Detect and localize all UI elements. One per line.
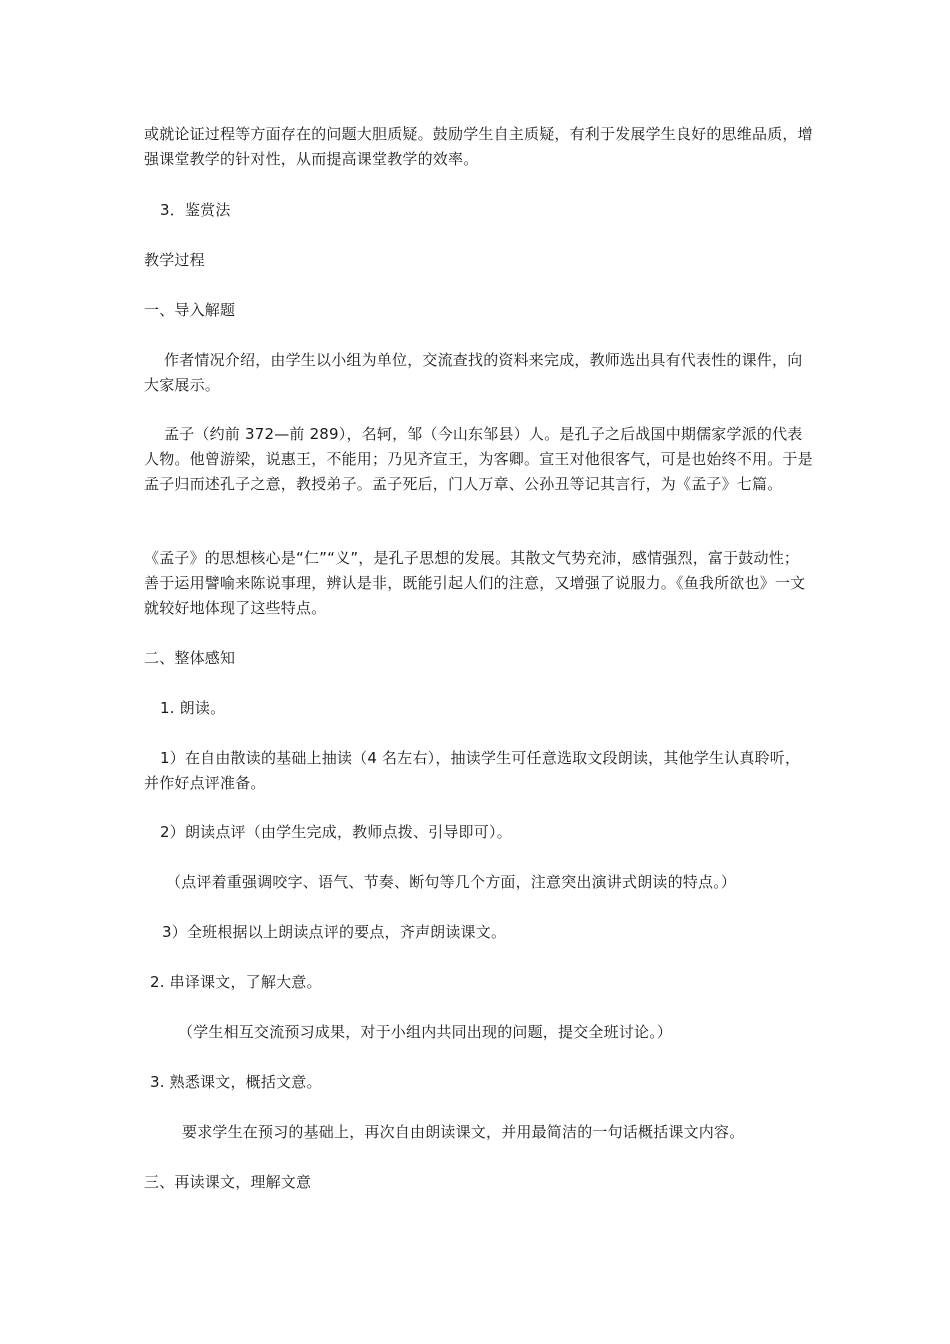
step-reading-3: 3）全班根据以上朗读点评的要点，齐声朗读课文。 bbox=[162, 923, 507, 941]
section-heading-overall-perception: 二、整体感知 bbox=[144, 649, 236, 667]
note-familiarize: 要求学生在预习的基础上，再次自由朗读课文，并用最简洁的一句话概括课文内容。 bbox=[182, 1123, 745, 1141]
method-heading-appreciation: 3．鉴赏法 bbox=[160, 201, 231, 219]
step-reading-1: 1）在自由散读的基础上抽读（4 名左右），抽读学生可任意选取文段朗读，其他学生认真聆听，并作好点评准备。 bbox=[144, 749, 801, 792]
note-translate: （学生相互交流预习成果，对于小组内共同出现的问题，提交全班讨论。） bbox=[178, 1023, 673, 1041]
step-familiarize: 3. 熟悉课文，概括文意。 bbox=[150, 1073, 322, 1091]
step-reading: 1. 朗读。 bbox=[160, 699, 226, 717]
paragraph-mencius-thought: 《孟子》的思想核心是“仁”“义”，是孔子思想的发展。其散文气势充沛，感情强烈，富于鼓动性；善于运用譬喻来陈说事理，辨认是非，既能引起人们的注意，又增强了说服力。《鱼我所欲也》一文就较好地体现了这些特点。 bbox=[144, 549, 806, 617]
section-heading-introduction: 一、导入解题 bbox=[144, 301, 236, 319]
paragraph-author-intro: 作者情况介绍，由学生以小组为单位，交流查找的资料来完成，教师选出具有代表性的课件，向大家展示。 bbox=[144, 351, 803, 394]
section-title-teaching-process: 教学过程 bbox=[144, 251, 205, 269]
step-reading-2: 2）朗读点评（由学生完成，教师点拨、引导即可）。 bbox=[160, 823, 512, 841]
section-heading-reread: 三、再读课文，理解文意 bbox=[144, 1173, 312, 1191]
paragraph-questioning: 或就论证过程等方面存在的问题大胆质疑。鼓励学生自主质疑，有利于发展学生良好的思维品质，增强课堂教学的针对性，从而提高课堂教学的效率。 bbox=[144, 125, 813, 168]
step-translate: 2. 串译课文，了解大意。 bbox=[150, 973, 322, 991]
paragraph-mencius-bio: 孟子（约前 372—前 289），名轲，邹（今山东邹县）人。是孔子之后战国中期儒家学派的代表人物。他曾游梁，说惠王，不能用；乃见齐宣王，为客卿。宣王对他很客气，可是也始终不用。于是孟子归而述孔子之意，教授弟子。孟子死后，门人万章、公孙丑等记其言行，为《孟子》七篇。 bbox=[144, 425, 813, 493]
note-reading-comment: （点评着重强调咬字、语气、节奏、断句等几个方面，注意突出演讲式朗读的特点。） bbox=[166, 873, 737, 891]
